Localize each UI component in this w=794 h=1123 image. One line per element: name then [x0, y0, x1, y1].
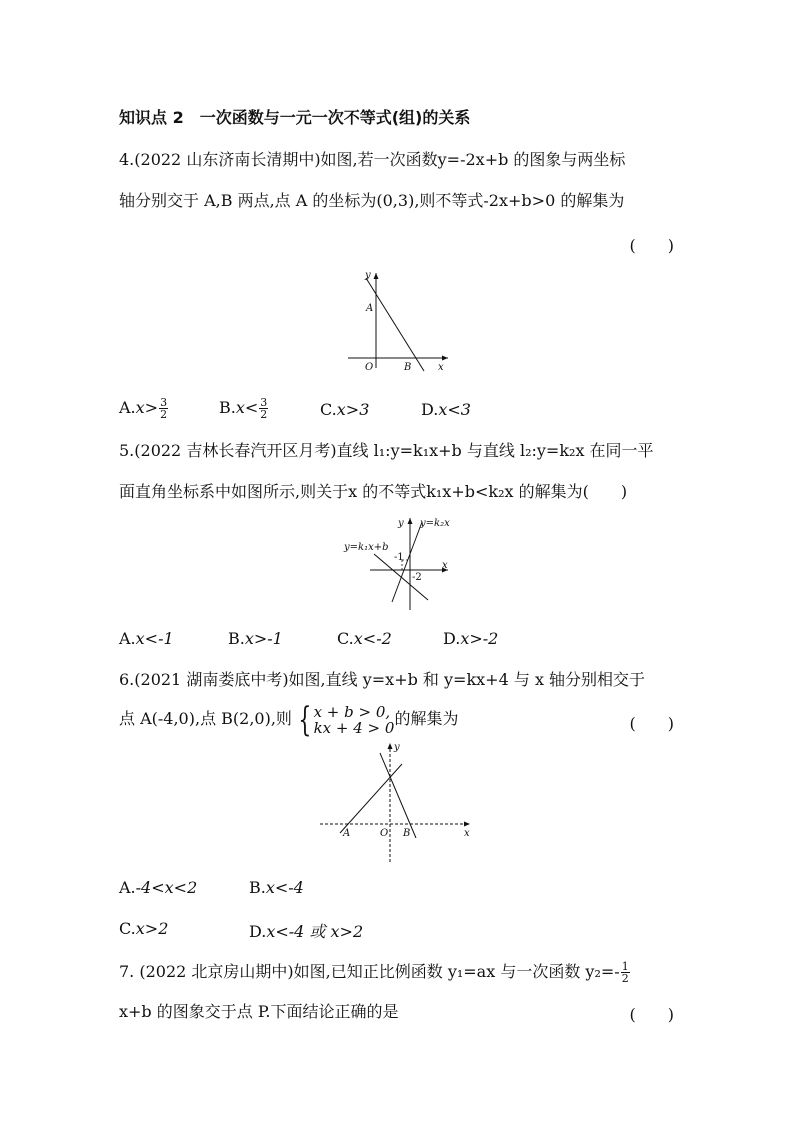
q4-line — [366, 278, 424, 371]
q6-option-c[interactable]: C.x>2 — [119, 919, 169, 938]
q4-answer-paren: ( ) — [629, 236, 674, 255]
q4-x-label: x — [438, 362, 444, 373]
q4-y-label: y — [365, 270, 371, 281]
q5-x-label: x — [442, 560, 448, 571]
q6-inequality-system: { x + b > 0, kx + 4 > 0 — [298, 699, 395, 740]
q6-point-a: A — [343, 828, 351, 839]
q4-point-b: B — [404, 362, 412, 373]
q7-stem-line1: 7. (2022 北京房山期中)如图,已知正比例函数 y₁=ax 与一次函数 y₂=- $\frac{1}{2}$ — [119, 960, 629, 985]
q4-option-b[interactable]: B.x< $\frac{3}{2}$ — [219, 396, 268, 421]
q6-stem-line1: 6.(2021 湖南娄底中考)如图,直线 y=x+b 和 y=kx+4 与 x 轴分别相交于 — [119, 670, 646, 689]
q6-x-label: x — [464, 828, 470, 839]
q5-y-label: y — [398, 518, 404, 529]
q5-option-d[interactable]: D.x>-2 — [443, 629, 499, 648]
q6-y-label: y — [394, 742, 400, 753]
q5-l1-label: y=k₁x+b — [344, 542, 389, 553]
q4-option-d[interactable]: D.x<3 — [421, 400, 471, 419]
q4-stem-line1: 4.(2022 山东济南长清期中)如图,若一次函数y=-2x+b 的图象与两坐标 — [119, 150, 626, 169]
q7-answer-paren: ( ) — [629, 1005, 674, 1024]
q6-line-kb — [380, 753, 416, 838]
q6-stem-line2: 点 A(-4,0),点 B(2,0),则 { x + b > 0, kx + 4 > 0 的解集为 — [119, 699, 459, 740]
q6-option-a[interactable]: A.-4<x<2 — [119, 878, 198, 897]
q5-stem-line1: 5.(2022 吉林长春汽开区月考)直线 l₁:y=k₁x+b 与直线 l₂:y=k₂x 在同一平 — [119, 441, 654, 460]
q5-minus2-label: -2 — [412, 572, 422, 583]
q5-stem-line2: 面直角坐标系中如图所示,则关于x 的不等式k₁x+b<k₂x 的解集为( ) — [119, 482, 628, 501]
q6-origin: O — [380, 828, 389, 839]
section-title: 知识点 2 一次函数与一元一次不等式(组)的关系 — [119, 108, 471, 127]
q4-stem-line2: 轴分别交于 A,B 两点,点 A 的坐标为(0,3),则不等式-2x+b>0 的解集为 — [119, 191, 625, 210]
q5-option-a[interactable]: A.x<-1 — [119, 629, 174, 648]
q4-option-c[interactable]: C.x>3 — [320, 400, 370, 419]
q5-minus1-label: -1 — [394, 552, 404, 563]
q5-option-c[interactable]: C.x<-2 — [337, 629, 392, 648]
q6-point-b: B — [403, 828, 411, 839]
q5-option-b[interactable]: B.x>-1 — [228, 629, 283, 648]
q6-option-d[interactable]: D.x<-4 或 x>2 — [249, 922, 364, 941]
q6-answer-paren: ( ) — [629, 714, 674, 733]
q6-graph — [318, 738, 478, 866]
q4-origin: O — [365, 362, 374, 373]
q5-l2-label: y=k₂x — [420, 518, 450, 529]
q7-stem-line2: x+b 的图象交于点 P.下面结论正确的是 — [119, 1002, 399, 1021]
q6-line-ab — [340, 764, 402, 833]
q5-graph — [340, 512, 455, 612]
q4-graph — [340, 268, 455, 376]
q6-option-b[interactable]: B.x<-4 — [249, 878, 304, 897]
q4-option-a[interactable]: A.x> $\frac{3}{2}$ — [119, 396, 168, 421]
q4-point-a: A — [366, 303, 374, 314]
